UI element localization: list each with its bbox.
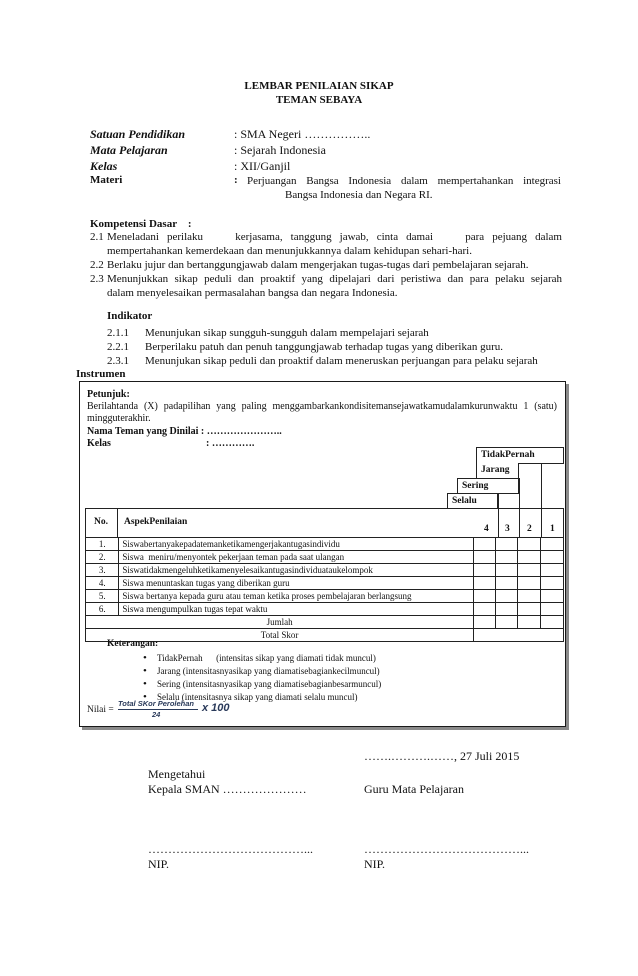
- keterangan-item: • TidakPernah (intensitas sikap yang diamati tidak muncul): [143, 652, 381, 665]
- score-cell[interactable]: [541, 551, 564, 564]
- score-cell[interactable]: [474, 564, 496, 577]
- row-aspek: Siswabertanyakepadatemanketikamengerjakantugasindividu: [119, 538, 474, 551]
- indikator-heading: Indikator: [107, 310, 153, 322]
- kd-num-2: 2.2: [90, 259, 104, 271]
- row-no: 4.: [86, 577, 119, 590]
- kelas-teman-value: : ………….: [206, 438, 255, 449]
- label-materi: Materi: [90, 174, 123, 186]
- score-cell[interactable]: [518, 551, 541, 564]
- kd-text-1b: mempertahankan kemerdekaan dan menunjukkannya dalam kehidupan sehari-hari.: [107, 245, 472, 257]
- value-materi-line2: Bangsa Indonesia dan Negara RI.: [285, 189, 433, 201]
- nilai-denominator: 24: [152, 710, 161, 719]
- score-cell[interactable]: [496, 551, 518, 564]
- row-no: 2.: [86, 551, 119, 564]
- assessment-table: [85, 537, 564, 642]
- keterangan-list: [143, 652, 381, 704]
- score-cell[interactable]: [518, 616, 541, 629]
- kelas-teman-label: Kelas: [87, 438, 111, 449]
- nama-teman-label: Nama Teman yang Dinilai : …………………..: [87, 426, 282, 437]
- nilai-numerator: Total SKor Perolehan: [118, 699, 194, 708]
- score-cell[interactable]: [496, 603, 518, 616]
- score-cell[interactable]: [474, 551, 496, 564]
- header-selalu: Selalu: [447, 493, 498, 509]
- kepala-label: Kepala SMAN …………………: [148, 782, 307, 796]
- label-satuan: Satuan Pendidikan: [90, 127, 186, 141]
- kd-text-2: Berlaku jujur dan bertanggungjawab dalam mengerjakan tugas-tugas dari pembelajaran sejarah.: [107, 259, 529, 271]
- header-jarang: Jarang: [476, 463, 519, 480]
- guru-label: Guru Mata Pelajaran: [364, 782, 464, 796]
- ind-num-3: 2.3.1: [107, 355, 129, 367]
- row-no: 3.: [86, 564, 119, 577]
- label-kelas: Kelas: [90, 159, 118, 173]
- petunjuk-line1: Berilahtanda (X) padapilihan yang paling menggambarkankondisitemansejawatkamudalamkurunwaktu 1 (satu): [87, 401, 557, 412]
- kepala-signature-dots: …………………………………...: [148, 842, 313, 856]
- score-cell[interactable]: [474, 590, 496, 603]
- table-row: [86, 590, 564, 603]
- guru-nip: NIP.: [364, 857, 386, 871]
- petunjuk-line2: mingguterakhir.: [87, 413, 151, 424]
- header-divider: [117, 508, 118, 537]
- score-cell[interactable]: [518, 603, 541, 616]
- total-skor-cell[interactable]: [474, 629, 564, 642]
- score-3: 3: [505, 524, 510, 534]
- score-cell[interactable]: [496, 616, 518, 629]
- score-cell[interactable]: [518, 590, 541, 603]
- kd-num-3: 2.3: [90, 273, 104, 285]
- ind-text-1: Menunjukan sikap sungguh-sungguh dalam mempelajari sejarah: [145, 327, 429, 339]
- score-cell[interactable]: [541, 590, 564, 603]
- value-satuan: : SMA Negeri ……………..: [234, 127, 371, 141]
- value-kelas: : XII/Ganjil: [234, 159, 291, 173]
- row-no: 6.: [86, 603, 119, 616]
- score-cell[interactable]: [518, 564, 541, 577]
- row-aspek: Siswatidakmengeluhketikamenyelesaikantugasindividuataukelompok: [119, 564, 474, 577]
- document-title: LEMBAR PENILAIAN SIKAP: [244, 80, 394, 92]
- kepala-nip: NIP.: [148, 857, 170, 871]
- score-2: 2: [527, 524, 532, 534]
- score-cell[interactable]: [541, 616, 564, 629]
- score-cell[interactable]: [518, 538, 541, 551]
- table-row: [86, 603, 564, 616]
- label-mapel: Mata Pelajaran: [90, 143, 168, 157]
- guru-signature-dots: …………………………………...: [364, 842, 529, 856]
- row-aspek: Siswa mengumpulkan tugas tepat waktu: [119, 603, 474, 616]
- nilai-multiplier: x 100: [202, 702, 230, 714]
- header-tidak-pernah: TidakPernah: [476, 447, 564, 464]
- keterangan-heading: Keterangan:: [107, 639, 159, 649]
- row-aspek: Siswa bertanya kepada guru atau teman ketika proses pembelajaran berlangsung: [119, 590, 474, 603]
- keterangan-item: • Sering (intensitasnyasikap yang diamatisebagianbesarmuncul): [143, 678, 381, 691]
- table-row: [86, 538, 564, 551]
- col-no: No.: [94, 517, 108, 527]
- score-cell[interactable]: [518, 577, 541, 590]
- table-row: [86, 564, 564, 577]
- kd-heading: Kompetensi Dasar :: [90, 218, 192, 230]
- score-1: 1: [550, 524, 555, 534]
- instrumen-heading: Instrumen: [76, 368, 126, 380]
- ind-text-3: Menunjukan sikap peduli dan proaktif dalam meneruskan perjuangan para pelaku sejarah: [145, 355, 538, 367]
- keterangan-item: • Jarang (intensitasnyasikap yang diamatisebagiankecilmuncul): [143, 665, 381, 678]
- score-cell[interactable]: [474, 616, 496, 629]
- mengetahui-label: Mengetahui: [148, 767, 206, 781]
- value-materi-line1: Perjuangan Bangsa Indonesia dalam mempertahankan integrasi: [247, 175, 561, 187]
- kd-num-1: 2.1: [90, 231, 104, 243]
- score-cell[interactable]: [474, 538, 496, 551]
- score-cell[interactable]: [474, 603, 496, 616]
- score-cell[interactable]: [474, 577, 496, 590]
- kd-text-3b: dalam menyelesaikan permasalahan bangsa dan negara Indonesia.: [107, 287, 398, 299]
- jumlah-label: Jumlah: [86, 616, 474, 629]
- score-4: 4: [484, 524, 489, 534]
- score-cell[interactable]: [496, 590, 518, 603]
- kd-text-3a: Menunjukkan sikap peduli dan proaktif yang dipelajari dari peristiwa dan para pelaku sejarah: [107, 273, 562, 285]
- jumlah-row: [86, 616, 564, 629]
- row-aspek: Siswa menuntaskan tugas yang diberikan guru: [119, 577, 474, 590]
- ind-num-1: 2.1.1: [107, 327, 129, 339]
- score-cell[interactable]: [541, 603, 564, 616]
- score-cell[interactable]: [541, 564, 564, 577]
- row-no: 1.: [86, 538, 119, 551]
- score-cell[interactable]: [496, 577, 518, 590]
- signature-date: …….……….……, 27 Juli 2015: [364, 749, 520, 763]
- nilai-label: Nilai =: [87, 705, 114, 715]
- row-no: 5.: [86, 590, 119, 603]
- keterangan-item: • Selalu (intensitasnya sikap yang diamati selalu muncul): [143, 691, 381, 704]
- kd-text-1a: Meneladani perilaku kerjasama, tanggung jawab, cinta damai para pejuang dalam: [107, 231, 562, 243]
- score-cell[interactable]: [496, 538, 518, 551]
- score-cell[interactable]: [541, 538, 564, 551]
- header-sering: Sering: [457, 478, 519, 494]
- total-skor-label: Total Skor: [86, 629, 474, 642]
- table-row: [86, 577, 564, 590]
- table-row: [86, 551, 564, 564]
- row-aspek: Siswa meniru/menyontek pekerjaan teman pada saat ulangan: [119, 551, 474, 564]
- ind-text-2: Berperilaku patuh dan penuh tanggungjawab terhadap tugas yang diberikan guru.: [145, 341, 503, 353]
- ind-num-2: 2.2.1: [107, 341, 129, 353]
- col-aspek: AspekPenilaian: [124, 517, 188, 527]
- value-mapel: : Sejarah Indonesia: [234, 143, 326, 157]
- document-subtitle: TEMAN SEBAYA: [275, 94, 363, 106]
- score-cell[interactable]: [496, 564, 518, 577]
- materi-colon: :: [234, 174, 238, 186]
- score-cell[interactable]: [541, 577, 564, 590]
- petunjuk-heading: Petunjuk:: [87, 389, 130, 400]
